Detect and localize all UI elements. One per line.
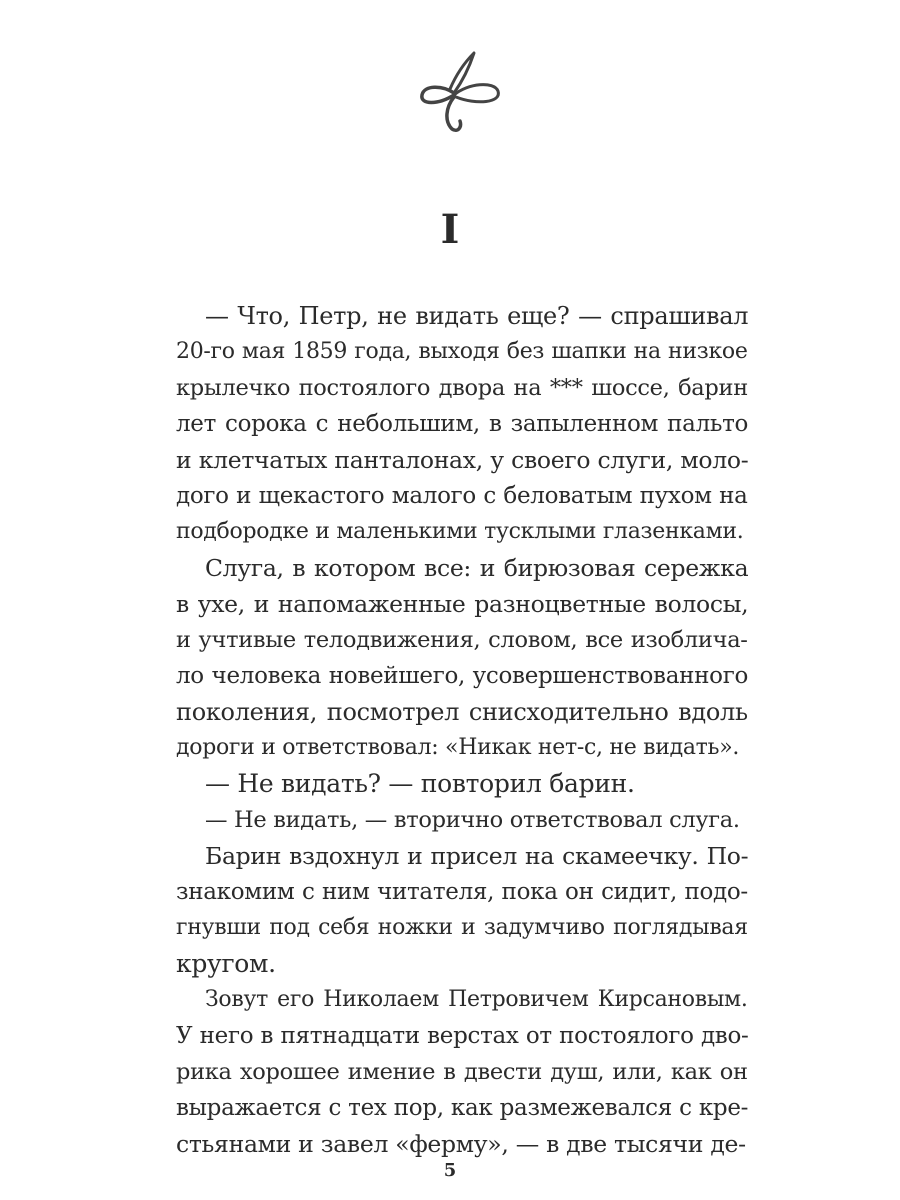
text-line: — Что, Петр, не видать еще? — спрашивал [205, 302, 749, 330]
text-line: и учтивые телодвижения, словом, все изоблича- [176, 627, 748, 653]
text-line: дого и щекастого малого с беловатым пухом на [176, 483, 748, 509]
text-line: У него в пятнадцати верстах от постоялого дво- [176, 1023, 749, 1049]
fleuron-icon [410, 45, 510, 135]
text-line: поколения, посмотрел снисходительно вдоль [176, 698, 748, 726]
page-number: 5 [443, 1160, 457, 1181]
text-line: крылечко постоялого двора на *** шоссе, барин [176, 375, 748, 401]
text-line: знакомим с ним читателя, пока он сидит, подо- [176, 879, 748, 905]
text-line: рика хорошее имение в двести душ, или, как он [176, 1059, 748, 1085]
text-line: и клетчатых панталонах, у своего слуги, моло- [176, 446, 749, 474]
chapter-title: I [440, 206, 460, 253]
text-line: лет сорока с небольшим, в запыленном пальто [176, 411, 749, 437]
text-line: кругом. [176, 949, 276, 978]
text-line: выражается с тех пор, как размежевался с кре- [176, 1095, 749, 1121]
text-line: Барин вздохнул и присел на скамеечку. По- [205, 842, 749, 870]
text-line: дороги и ответствовал: «Никак нет-с, не видать». [176, 735, 740, 760]
text-line: 20-го мая 1859 года, выходя без шапки на низкое [176, 339, 748, 364]
text-line: — Не видать? — повторил барин. [205, 769, 635, 798]
text-line: гнувши под себя ножки и задумчиво поглядывая [176, 915, 748, 940]
text-line: стьянами и завел «ферму», — в две тысячи де- [176, 1130, 746, 1158]
text-line: Слуга, в котором все: и бирюзовая сережка [205, 554, 749, 582]
text-line: ло человека новейшего, усовершенствованного [176, 663, 749, 689]
text-line: Зовут его Николаем Петровичем Кирсановым. [205, 987, 748, 1012]
text-line: подбородке и маленькими тусклыми глазенками. [176, 519, 744, 544]
text-line: — Не видать, — вторично ответствовал слуга. [205, 807, 740, 833]
text-line: в ухе, и напомаженные разноцветные волосы, [176, 590, 749, 618]
